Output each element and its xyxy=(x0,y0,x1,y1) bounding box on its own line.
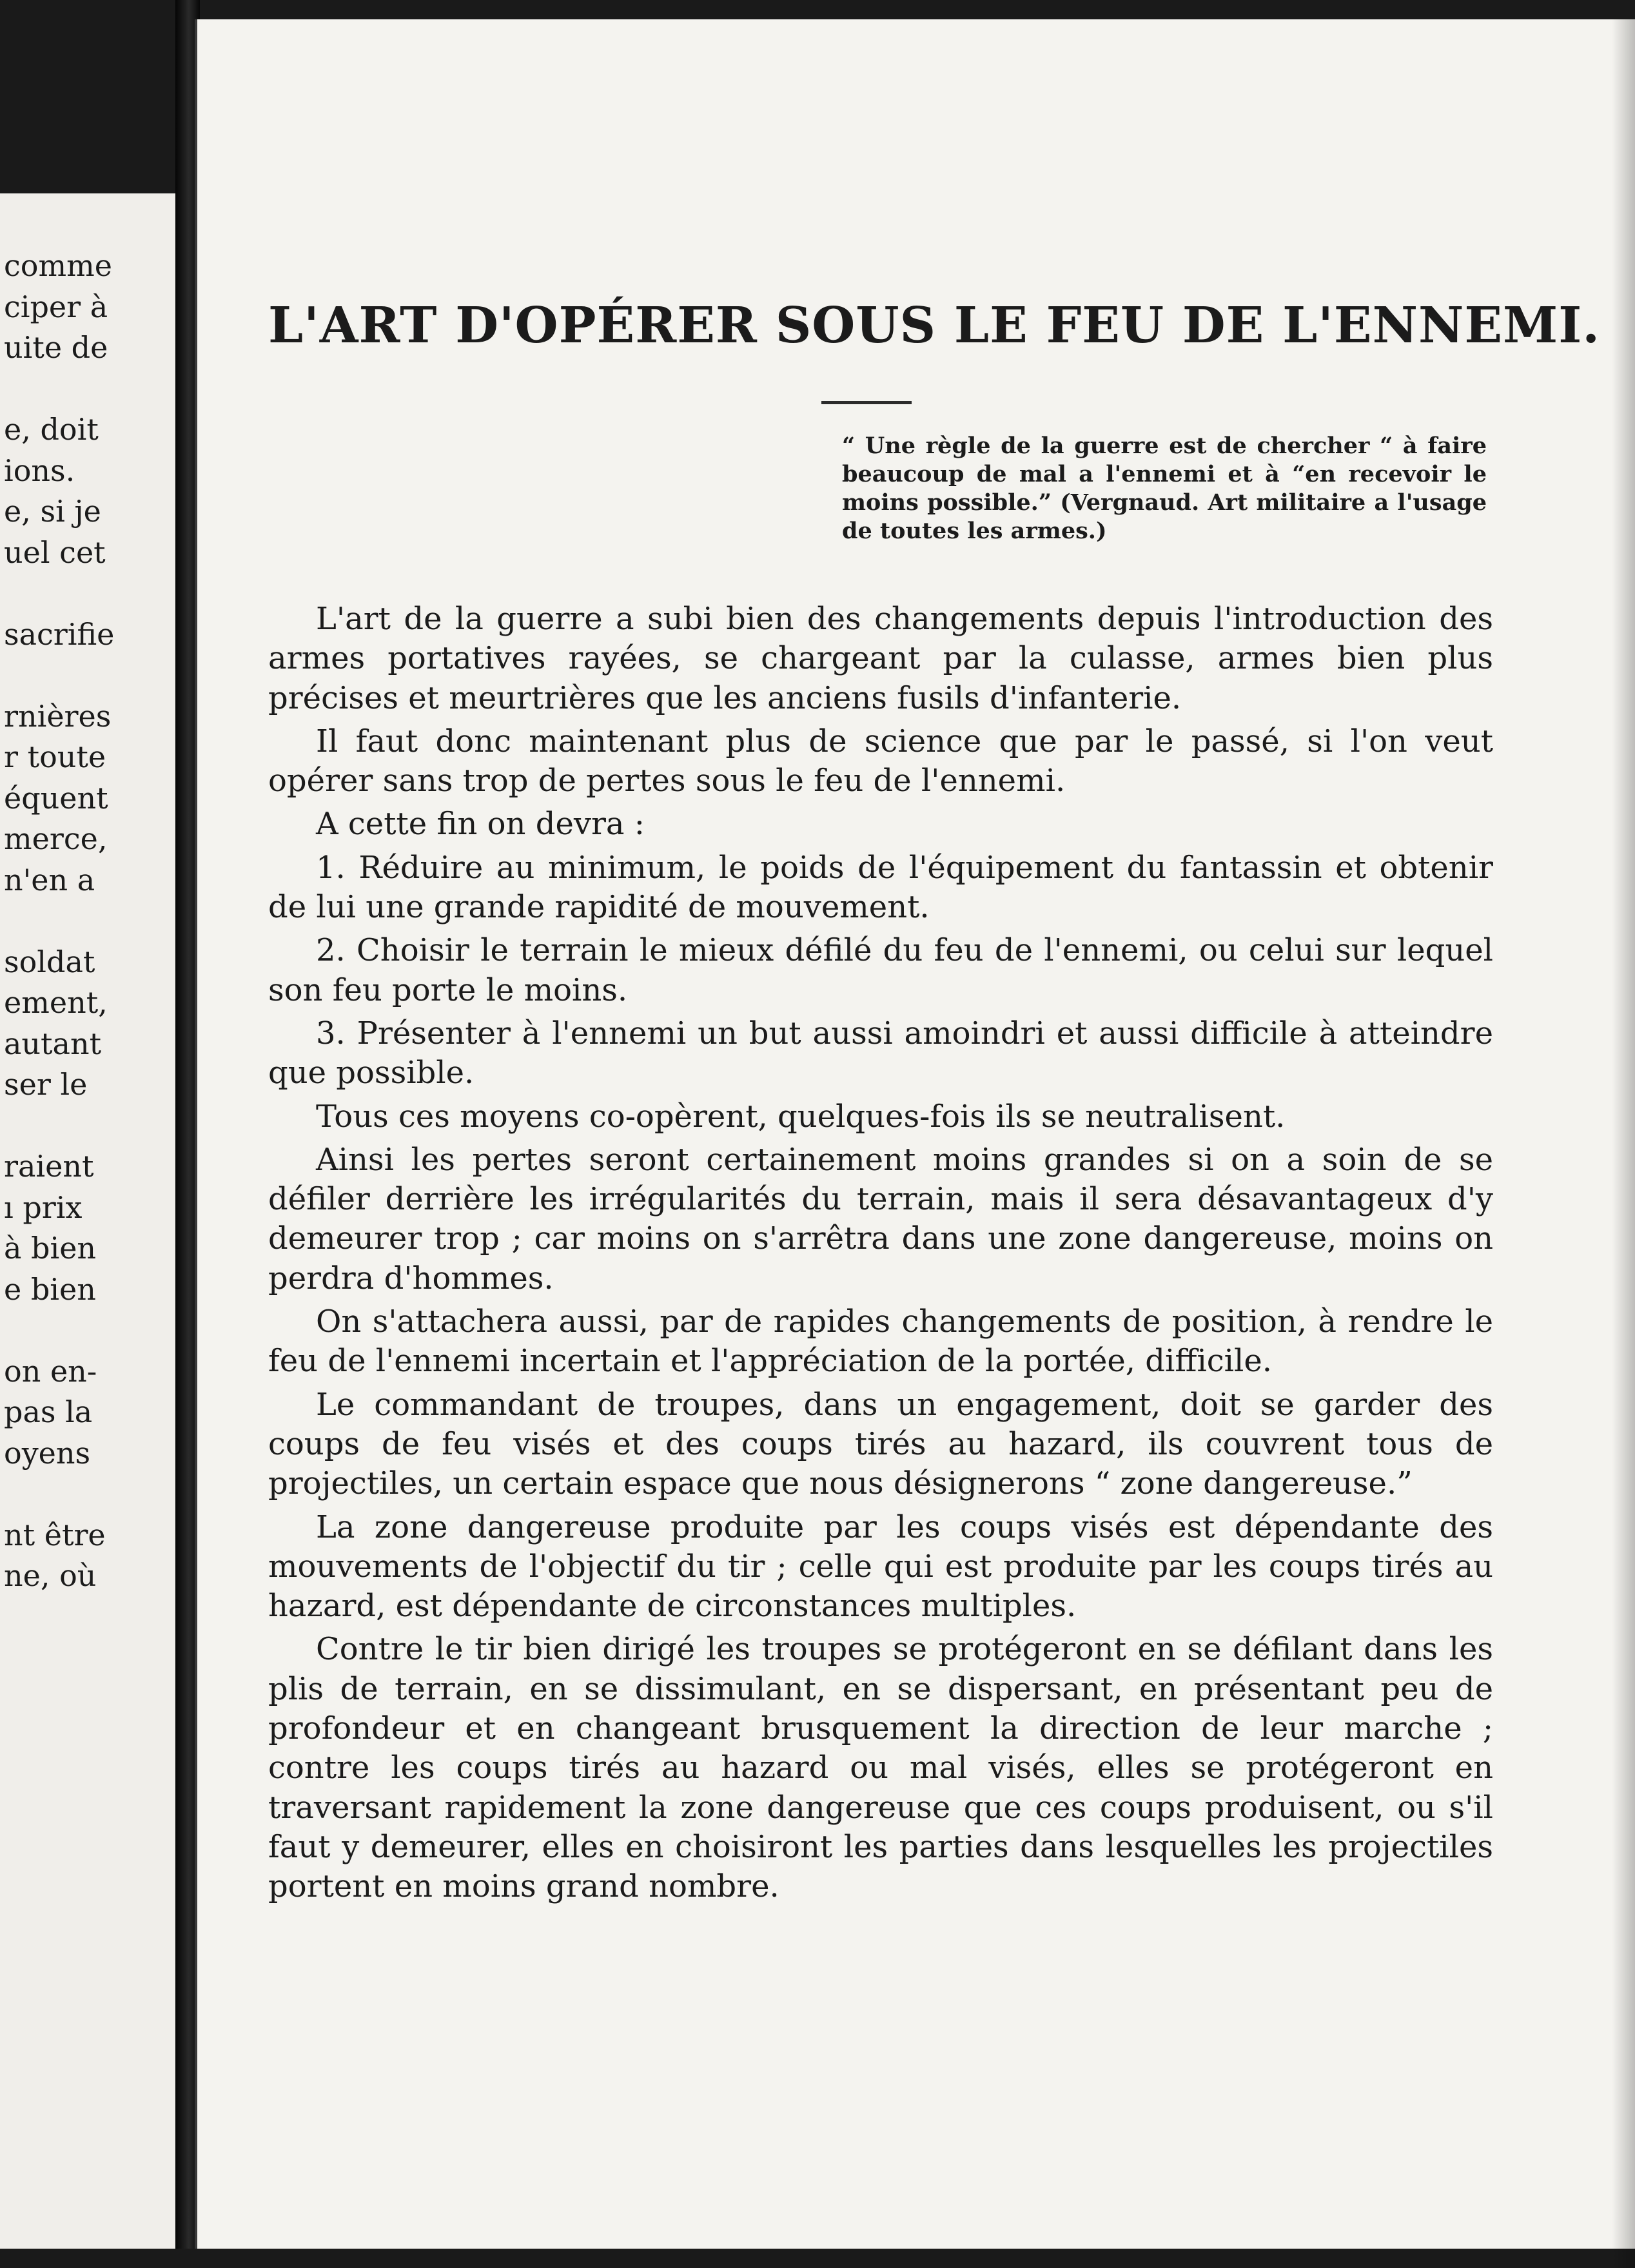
paragraph: Ainsi les pertes seront certainement moins grandes si on a soin de se défiler derrière les irrégularités du terrain, mais il sera désavantageux d'y demeurer trop ; car moins on s'arrêtra dans une zone dangereuse, moins on perdra d'hommes. xyxy=(268,1141,1493,1296)
book-page xyxy=(195,19,1635,2249)
list-item: 2. Choisir le terrain le mieux défilé du feu de l'ennemi, ou celui sur lequel son feu porte le moins. xyxy=(268,932,1493,1008)
facing-page-line: uite de xyxy=(4,330,108,365)
facing-page-line: rnières xyxy=(4,698,112,734)
facing-page-line: e, doit xyxy=(4,412,99,447)
facing-page-line: oyens xyxy=(4,1435,91,1471)
facing-page-line: comme xyxy=(4,248,112,283)
facing-page-line: sacrifie xyxy=(4,616,115,652)
facing-page-line: merce, xyxy=(4,821,108,856)
facing-page-line: autant xyxy=(4,1026,102,1061)
facing-page-line: ement, xyxy=(4,985,108,1020)
body-text xyxy=(268,600,1493,1911)
facing-page-line: ions. xyxy=(4,453,75,488)
facing-page-line: soldat xyxy=(4,944,95,979)
facing-page-fragment xyxy=(0,193,175,2249)
facing-page-line: e, si je xyxy=(4,494,101,529)
paragraph: A cette fin on devra : xyxy=(316,806,645,843)
paragraph: Il faut donc maintenant plus de science que par le passé, si l'on veut opérer sans trop de pertes sous le feu de l'ennemi. xyxy=(268,723,1493,799)
facing-page-line: n'en a xyxy=(4,862,95,897)
list-item: 3. Présenter à l'ennemi un but aussi amoindri et aussi difficile à atteindre que possible. xyxy=(268,1015,1493,1091)
facing-page-line: équent xyxy=(4,780,108,816)
facing-page-line: à bien xyxy=(4,1231,97,1266)
paragraph: Contre le tir bien dirigé les troupes se protégeront en se défilant dans les plis de terrain, en se dissimulant, en se dispersant, en présentant peu de profondeur et en changeant brusquement la direction de leur marche ; contre les coups tirés au hazard ou mal visés, elles se protégeront en traversant rapidement la zone dangereuse que ces coups produisent, ou s'il faut y demeurer, elles en choisiront les parties dans lesquelles les projectiles portent en moins grand nombre. xyxy=(268,1631,1493,1905)
paragraph: La zone dangereuse produite par les coups visés est dépendante des mouvements de l'objectif du tir ; celle qui est produite par les coups tirés au hazard, est dépendante de circonstances multiples. xyxy=(268,1509,1493,1625)
paragraph: Tous ces moyens co-opèrent, quelques-fois ils se neutralisent. xyxy=(316,1098,1286,1135)
facing-page-line: on en- xyxy=(4,1353,97,1389)
facing-page-line: r toute xyxy=(4,739,106,774)
facing-page-line: ser le xyxy=(4,1067,88,1102)
facing-page-line: ciper à xyxy=(4,289,108,324)
list-item: 1. Réduire au minimum, le poids de l'équipement du fantassin et obtenir de lui une grande rapidité de mouvement. xyxy=(268,849,1493,926)
facing-page-line: pas la xyxy=(4,1394,93,1429)
facing-page-line: e bien xyxy=(4,1271,96,1307)
epigraph: “ Une règle de la guerre est de chercher “ à faire beaucoup de mal a l'ennemi et à “en recevoir le moins possible.” (Vergnaud. Art militaire a l'usage de toutes les armes.) xyxy=(842,433,1487,544)
facing-page-line: nt être xyxy=(4,1517,106,1552)
facing-page-line: ne, où xyxy=(4,1558,97,1593)
page-title: L'ART D'OPÉRER SOUS LE FEU DE L'ENNEMI. xyxy=(268,297,1601,355)
paragraph: On s'attachera aussi, par de rapides changements de position, à rendre le feu de l'ennemi incertain et l'appréciation de la portée, difficile. xyxy=(268,1304,1493,1380)
title-rule xyxy=(821,401,912,404)
facing-page-line: uel cet xyxy=(4,534,106,570)
paragraph: Le commandant de troupes, dans un engagement, doit se garder des coups de feu visés et des coups tirés au hazard, ils couvrent tous de projectiles, un certain espace que nous désignerons “ zone dangereuse.” xyxy=(268,1386,1493,1502)
facing-page-line: ı prix xyxy=(4,1189,83,1225)
page-edge-shadow xyxy=(1612,19,1635,2268)
paragraph: L'art de la guerre a subi bien des changements depuis l'introduction des armes portatives rayées, se chargeant par la culasse, armes bien plus précises et meurtrières que les anciens fusils d'infanterie. xyxy=(268,601,1493,716)
facing-page-line: raient xyxy=(4,1149,94,1184)
